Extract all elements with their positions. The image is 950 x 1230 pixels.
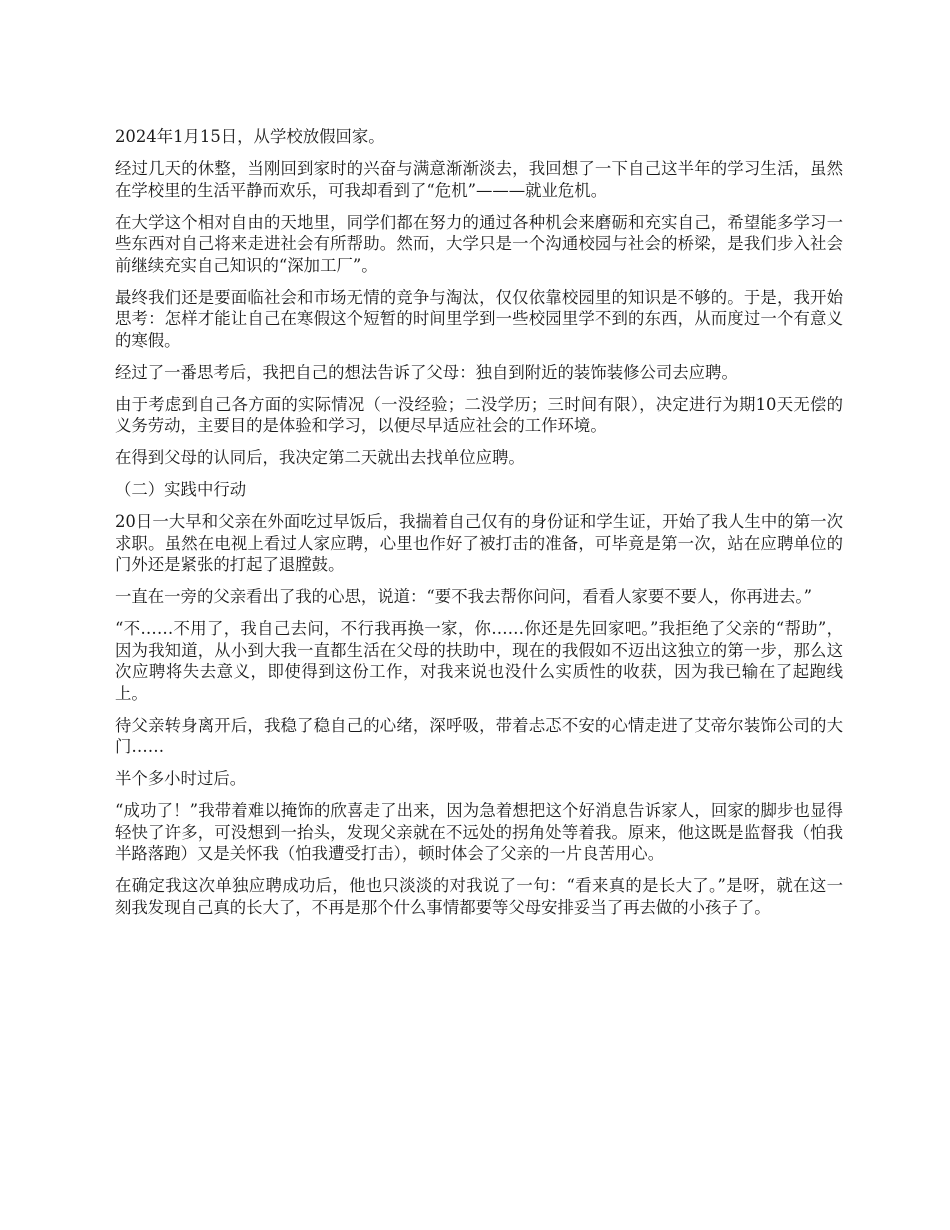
paragraph-decision: 由于考虑到自己各方面的实际情况（一没经验；二没学历；三时间有限），决定进行为期10天无偿的义务劳动，主要目的是体验和学习，以便尽早适应社会的工作环境。 [115, 394, 843, 435]
paragraph-refusal: “不……不用了，我自己去问，不行我再换一家，你……你还是先回家吧。”我拒绝了父亲的“帮助”，因为我知道，从小到大我一直都生活在父母的扶助中，现在的我假如不迈出这独立的第一步，那么这次应聘将失去意义，即使得到这份工作，对我来说也没什么实质性的收获，因为我已输在了起跑线上。 [115, 619, 843, 703]
paragraph-university: 在大学这个相对自由的天地里，同学们都在努力的通过各种机会来磨砺和充实自己，希望能多学习一些东西对自己将来走进社会有所帮助。然而，大学只是一个沟通校园与社会的桥梁，是我们步入社会前继续充实自己知识的“深加工厂”。 [115, 212, 843, 275]
paragraph-success: “成功了！”我带着难以掩饰的欣喜走了出来，因为急着想把这个好消息告诉家人，回家的脚步也显得轻快了许多，可没想到一抬头，发现父亲就在不远处的拐角处等着我。原来，他这既是监督我（怕我半路落跑）又是关怀我（怕我遭受打击），顿时体会了父亲的一片良苦用心。 [115, 801, 843, 863]
paragraph-half-hour: 半个多小时过后。 [115, 769, 247, 788]
paragraph-grown-up: 在确定我这次单独应聘成功后，他也只淡淡的对我说了一句：“看来真的是长大了。”是呀，就在这一刻我发现自己真的长大了，不再是那个什么事情都要等父母安排妥当了再去做的小孩子了。 [115, 876, 843, 917]
section-heading: （二）实践中行动 [115, 480, 247, 499]
paragraph-thinking: 最终我们还是要面临社会和市场无情的竞争与淘汰，仅仅依靠校园里的知识是不够的。于是，我开始思考：怎样才能让自己在寒假这个短暂的时间里学到一些校园里学不到的东西，从而度过一个有意义的寒假。 [115, 287, 843, 350]
paragraph-job-search: 20日一大早和父亲在外面吃过早饭后，我揣着自己仅有的身份证和学生证，开始了我人生中的第一次求职。虽然在电视上看过人家应聘，心里也作好了被打击的准备，可毕竟是第一次，站在应聘单位的门外还是紧张的打起了退膛鼓。 [115, 512, 843, 574]
paragraph-crisis: 经过几天的休整，当刚回到家时的兴奋与满意渐渐淡去，我回想了一下自己这半年的学习生活，虽然在学校里的生活平静而欢乐，可我却看到了“危机”———就业危机。 [115, 159, 843, 200]
paragraph-approval: 在得到父母的认同后，我决定第二天就出去找单位应聘。 [115, 448, 525, 467]
paragraph-date: 2024年1月15日，从学校放假回家。 [115, 127, 385, 146]
paragraph-plan: 经过了一番思考后，我把自己的想法告诉了父母：独自到附近的装饰装修公司去应聘。 [115, 362, 738, 382]
paragraph-father-offer: 一直在一旁的父亲看出了我的心思，说道：“要不我去帮你问问，看看人家要不要人，你再进去。” [115, 587, 812, 606]
document-body [115, 126, 843, 929]
paragraph-entering: 待父亲转身离开后，我稳了稳自己的心绪，深呼吸，带着忐忑不安的心情走进了艾帝尔装饰公司的大门…… [115, 715, 843, 756]
